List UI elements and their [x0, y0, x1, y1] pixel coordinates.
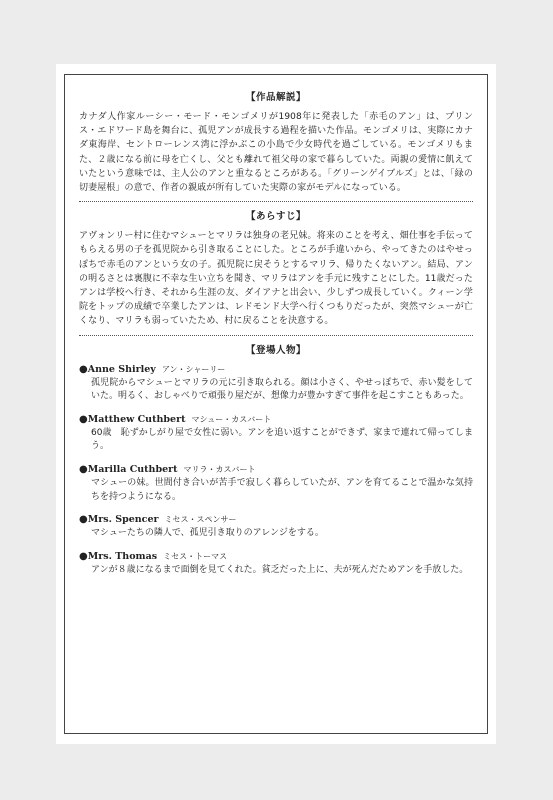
page: [56, 64, 496, 744]
character-name-en: Marilla Cuthbert: [87, 464, 178, 476]
character-name-ja: ミセス・スペンサー: [164, 515, 237, 525]
content-frame: [64, 74, 488, 734]
commentary-heading: 【作品解説】: [245, 92, 306, 103]
dotted-divider-1: [79, 201, 473, 202]
character-description: アンが８歳になるまで面倒を見てくれた。貧乏だった上に、夫が死んだためアンを手放した。: [91, 564, 469, 575]
character-name-ja: アン・シャーリー: [161, 364, 226, 374]
character-name-ja: マリラ・カスバート: [183, 465, 256, 475]
character-description: 60歳 恥ずかしがり屋で女性に弱い。アンを追い返すことができず、家まで連れて帰ってしまう。: [91, 427, 473, 452]
synopsis-body: アヴォンリー村に住むマシューとマリラは独身の老兄妹。将来のことを考え、畑仕事を手伝ってもらえる男の子を孤児院から引き取ることにした。ところが手違いから、やってきたのはやせっぽちで赤毛のアンという女の子。孤児院に戻そうとするマリラ、帰りたくないアン。結局、アンの明るさとは裏腹に不幸な生い立ちを聞き、マリラはアンを手元に残すことにした。11歳だったアンは学校へ行き、それから生涯の友、ダイアナと出会い、少しずつ成長していく。クィーン学院をトップの成績で卒業したアンは、レドモンド大学へ行くつもりだったが、突然マシューが亡くなり、マリラも弱っていたため、村に戻ることを決意する。: [79, 231, 473, 327]
character-entry: [79, 463, 473, 504]
character-name-en: Mrs. Thomas: [87, 550, 158, 562]
bullet-icon: ●: [79, 550, 88, 562]
synopsis-section: [79, 210, 473, 328]
character-entry: [79, 363, 473, 404]
bullet-icon: ●: [79, 363, 88, 375]
commentary-section: [79, 91, 473, 195]
character-entry: [79, 550, 473, 578]
character-name-ja: ミセス・トーマス: [163, 551, 228, 561]
character-header: [79, 363, 473, 377]
characters-heading: 【登場人物】: [245, 344, 306, 356]
character-header: [79, 513, 473, 527]
bullet-icon: ●: [79, 413, 88, 425]
character-entry: [79, 513, 473, 541]
character-name-ja: マシュー・カスバート: [191, 414, 272, 424]
character-header: [79, 550, 473, 564]
synopsis-heading: 【あらすじ】: [245, 211, 306, 223]
character-entry: [79, 413, 473, 454]
character-name-en: Matthew Cuthbert: [87, 413, 186, 425]
bullet-icon: ●: [79, 514, 88, 526]
bullet-icon: ●: [79, 464, 88, 476]
dotted-divider-2: [79, 335, 473, 336]
characters-section: [79, 344, 473, 578]
character-name-en: Anne Shirley: [87, 363, 156, 375]
commentary-body: カナダ人作家ルーシー・モード・モンゴメリが1908年に発表した「赤毛のアン」は、プリンス・エドワード島を舞台に、孤児アンが成長する過程を描いた作品。モンゴメリは、実際にカナダ東海岸、セントローレンス湾に浮かぶこの小島で少女時代を過ごしている。モンゴメリもまた、２歳になる前に母を亡くし、父とも離れて祖父母の家で暮らしていた。両親の愛情に飢えていたという意味では、主人公のアンと重なるところがある。「グリーンゲイブルズ」とは、「緑の切妻屋根」の意で、作者の親戚が所有していた実際の家がモデルになっている。: [79, 112, 473, 194]
character-description: マシューの妹。世間付き合いが苦手で寂しく暮らしていたが、アンを育てることで温かな気持ちを持つようになる。: [91, 478, 473, 502]
character-name-en: Mrs. Spencer: [87, 514, 159, 526]
character-header: [79, 413, 473, 427]
character-header: [79, 463, 473, 477]
character-description: 孤児院からマシューとマリラの元に引き取られる。顔は小さく、やせっぽちで、赤い髪をしていた。明るく、おしゃべりで頑張り屋だが、想像力が豊かすぎて事件を起こすこともあった。: [91, 377, 473, 402]
character-description: マシューたちの隣人で、孤児引き取りのアレンジをする。: [91, 528, 324, 539]
